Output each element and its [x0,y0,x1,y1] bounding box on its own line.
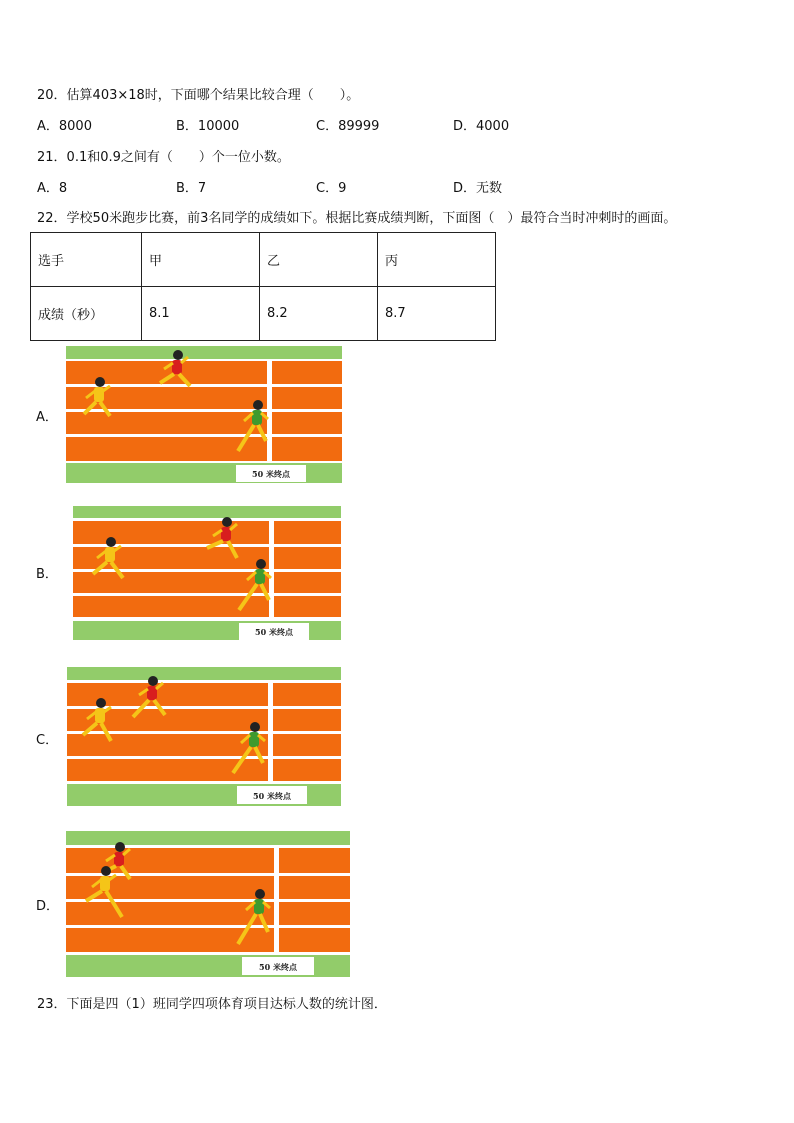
question-23-text: 23．下面是四（1）班同学四项体育项目达标人数的统计图． [37,997,387,1012]
table-header-player: 选手 [31,233,142,287]
scene-c-track-image[interactable] [67,667,341,806]
scene-label-c[interactable]: C． [36,733,59,748]
table-row [31,233,496,287]
q20-option-d[interactable]: D．4000 [453,119,510,134]
q21-option-b[interactable]: B．7 [176,181,207,196]
score-table [30,232,496,341]
scene-c-finish-label: 50 米终点 [253,791,291,801]
scene-label-d[interactable]: D． [36,899,60,914]
table-cell-yi: 8.2 [260,287,378,341]
table-cell-bing: 8.7 [378,287,496,341]
scene-d-finish-label: 50 米终点 [259,962,297,972]
q20-option-c[interactable]: C．89999 [316,119,380,134]
q21-option-c[interactable]: C．9 [316,181,347,196]
q20-option-b[interactable]: B．10000 [176,119,240,134]
scene-label-a[interactable]: A． [36,410,58,425]
table-header-yi: 乙 [260,233,378,287]
scene-b-finish-label: 50 米终点 [255,627,293,637]
question-20-text: 20．估算403×18时，下面哪个结果比较合理（ ）。 [37,88,360,103]
question-21-text: 21．0.1和0.9之间有（ ）个一位小数。 [37,150,290,165]
q20-option-a[interactable]: A．8000 [37,119,92,134]
table-header-bing: 丙 [378,233,496,287]
question-22-text: 22．学校50米跑步比赛，前3名同学的成绩如下。根据比赛成绩判断，下面图（ ）最符合当时冲刺时的画面。 [37,211,677,226]
scene-a-finish-label: 50 米终点 [252,469,290,479]
q21-option-a[interactable]: A．8 [37,181,68,196]
table-row [31,287,496,341]
table-cell-score-label: 成绩（秒） [31,287,142,341]
scene-b-track-image[interactable] [73,506,341,640]
table-header-jia: 甲 [142,233,260,287]
q21-option-d[interactable]: D．无数 [453,181,503,196]
scene-d-track-image[interactable] [66,831,350,977]
scene-label-b[interactable]: B． [36,567,58,582]
scene-a-track-image[interactable] [66,346,342,483]
table-cell-jia: 8.1 [142,287,260,341]
